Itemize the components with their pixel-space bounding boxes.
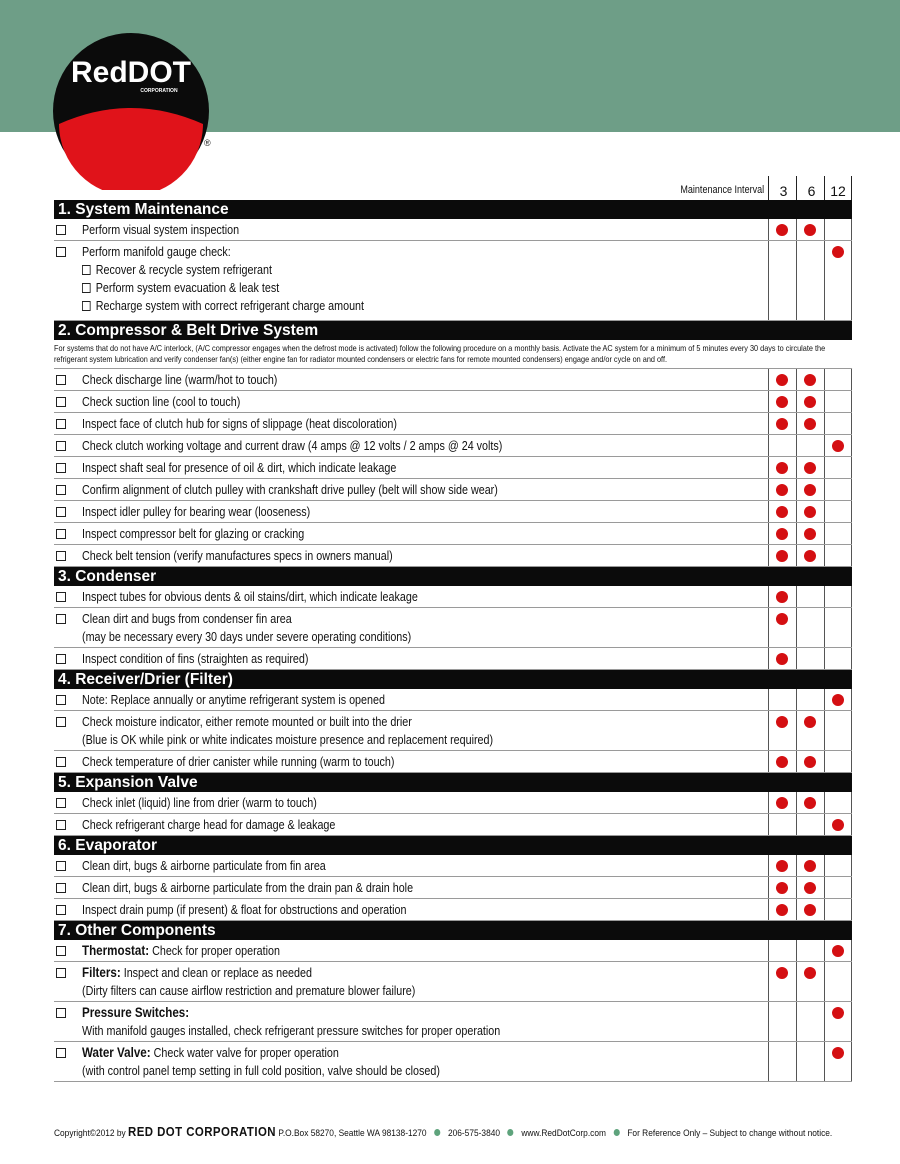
interval-cell xyxy=(824,689,852,710)
interval-cell xyxy=(824,711,852,750)
task-detail: (Blue is OK while pink or white indicates moisture presence and replacement required) xyxy=(82,733,494,747)
interval-cell xyxy=(824,413,852,434)
task-text xyxy=(82,691,667,709)
checkbox-icon[interactable] xyxy=(82,283,91,293)
task-description: Check temperature of drier canister while running (warm to touch) xyxy=(82,755,395,769)
interval-label: Maintenance Interval xyxy=(680,184,764,196)
footer-address: P.O.Box 58270, Seattle WA 98138-1270 xyxy=(278,1128,427,1139)
interval-cell xyxy=(768,369,796,390)
checkbox-icon[interactable] xyxy=(82,265,91,275)
interval-cell xyxy=(796,877,824,898)
task-description: Clean dirt, bugs & airborne particulate from the drain pan & drain hole xyxy=(82,881,414,895)
interval-cell xyxy=(796,545,824,566)
interval-dot-icon xyxy=(776,860,788,872)
task-description: Check refrigerant charge head for damage & leakage xyxy=(82,818,336,832)
checklist-row xyxy=(54,369,852,391)
interval-dot-icon xyxy=(776,904,788,916)
task-label: Thermostat: xyxy=(82,943,150,958)
interval-cell xyxy=(796,501,824,522)
interval-cell xyxy=(796,899,824,920)
interval-dot-icon xyxy=(804,716,816,728)
checklist-row xyxy=(54,523,852,545)
task-text xyxy=(82,547,667,565)
checklist-row xyxy=(54,814,852,836)
interval-dot-icon xyxy=(776,591,788,603)
interval-cell xyxy=(824,877,852,898)
interval-cell xyxy=(824,435,852,456)
interval-dot-icon xyxy=(804,462,816,474)
interval-cell xyxy=(768,648,796,669)
interval-cell xyxy=(796,435,824,456)
interval-dot-icon xyxy=(804,904,816,916)
task-description: Inspect face of clutch hub for signs of slippage (heat discoloration) xyxy=(82,417,397,431)
checklist-row xyxy=(54,751,852,773)
interval-cell xyxy=(824,648,852,669)
interval-cell xyxy=(824,608,852,647)
interval-cell xyxy=(824,899,852,920)
task-text xyxy=(82,610,667,646)
task-text xyxy=(82,393,667,411)
checklist-row xyxy=(54,940,852,962)
interval-cell xyxy=(824,1042,852,1081)
interval-dot-icon xyxy=(776,374,788,386)
task-text xyxy=(82,437,667,455)
interval-cell xyxy=(768,413,796,434)
interval-cell xyxy=(824,545,852,566)
bullet-icon xyxy=(614,1129,620,1136)
checkbox-icon[interactable] xyxy=(56,592,66,602)
checklist-row xyxy=(54,877,852,899)
interval-cell xyxy=(796,391,824,412)
interval-dot-icon xyxy=(804,550,816,562)
task-text xyxy=(82,879,667,897)
interval-dot-icon xyxy=(804,967,816,979)
checkbox-icon[interactable] xyxy=(56,225,66,235)
footer-disclaimer: For Reference Only – Subject to change without notice. xyxy=(627,1128,833,1139)
checklist-row xyxy=(54,435,852,457)
checklist-row xyxy=(54,792,852,814)
task-text xyxy=(82,942,667,960)
checkbox-icon[interactable] xyxy=(56,968,66,978)
interval-cell xyxy=(796,1002,824,1041)
task-text xyxy=(82,371,667,389)
interval-cell xyxy=(768,751,796,772)
task-text xyxy=(82,221,667,239)
interval-cell xyxy=(768,792,796,813)
interval-cell xyxy=(768,219,796,240)
interval-cell xyxy=(824,962,852,1001)
interval-dot-icon xyxy=(804,756,816,768)
task-detail: (with control panel temp setting in full cold position, valve should be closed) xyxy=(82,1064,440,1078)
interval-dot-icon xyxy=(804,797,816,809)
interval-cell xyxy=(824,479,852,500)
checklist-row xyxy=(54,457,852,479)
checkbox-icon[interactable] xyxy=(56,820,66,830)
interval-dot-icon xyxy=(776,797,788,809)
task-text xyxy=(82,415,667,433)
task-description: Perform manifold gauge check: xyxy=(82,245,231,259)
interval-cell xyxy=(796,940,824,961)
task-description: Inspect compressor belt for glazing or cracking xyxy=(82,527,305,541)
interval-cell xyxy=(796,413,824,434)
interval-cell xyxy=(768,711,796,750)
interval-col-6: 6 xyxy=(796,176,826,202)
interval-cell xyxy=(768,877,796,898)
interval-dot-icon xyxy=(776,882,788,894)
task-text xyxy=(82,901,667,919)
checklist-row xyxy=(54,711,852,751)
interval-dot-icon xyxy=(804,860,816,872)
task-description: Check inlet (liquid) line from drier (warm to touch) xyxy=(82,796,317,810)
interval-dot-icon xyxy=(804,224,816,236)
section-note: For systems that do not have A/C interlock, (A/C compressor engages when the defrost mode is activated) follow the following procedure on a monthly basis. Activate the AC system for a minimum of 5 minutes every 30 days to circulate the refrigerant system lubrication and verify condenser fan(s) (either engine fan for radiator mounted condensers or electric fans for remote mounted condensers) engage and/or cycle on and off. xyxy=(54,340,852,369)
task-text xyxy=(82,964,667,1000)
task-text xyxy=(82,857,667,875)
checkbox-icon[interactable] xyxy=(56,485,66,495)
interval-cell xyxy=(824,751,852,772)
interval-cell xyxy=(796,1042,824,1081)
interval-cell xyxy=(824,792,852,813)
interval-dot-icon xyxy=(776,613,788,625)
interval-cell xyxy=(824,855,852,876)
checklist-row xyxy=(54,413,852,435)
interval-cell xyxy=(824,814,852,835)
interval-dot-icon xyxy=(832,246,844,258)
reddot-logo xyxy=(47,32,215,190)
task-description: Check clutch working voltage and current draw (4 amps @ 12 volts / 2 amps @ 24 volts) xyxy=(82,439,503,453)
interval-cell xyxy=(768,241,796,320)
section-heading: 2. Compressor & Belt Drive System xyxy=(54,321,852,340)
interval-dot-icon xyxy=(776,967,788,979)
task-text xyxy=(82,713,667,749)
interval-cell xyxy=(768,899,796,920)
interval-dot-icon xyxy=(776,756,788,768)
task-text xyxy=(82,1004,667,1040)
interval-dot-icon xyxy=(832,819,844,831)
section-heading: 4. Receiver/Drier (Filter) xyxy=(54,670,852,689)
checkbox-icon[interactable] xyxy=(56,441,66,451)
interval-cell xyxy=(824,586,852,607)
checkbox-icon[interactable] xyxy=(56,757,66,767)
checklist-row xyxy=(54,1002,852,1042)
checklist-row xyxy=(54,648,852,670)
interval-cell xyxy=(796,241,824,320)
section-heading: 3. Condenser xyxy=(54,567,852,586)
interval-cell xyxy=(796,523,824,544)
task-description: Note: Replace annually or anytime refrigerant system is opened xyxy=(82,693,385,707)
interval-dot-icon xyxy=(804,396,816,408)
task-description: Check discharge line (warm/hot to touch) xyxy=(82,373,278,387)
sub-task xyxy=(82,279,279,297)
interval-dot-icon xyxy=(804,528,816,540)
interval-dot-icon xyxy=(776,484,788,496)
task-text xyxy=(82,794,667,812)
sub-task xyxy=(82,297,364,315)
bullet-icon xyxy=(434,1129,440,1136)
checkbox-icon[interactable] xyxy=(56,375,66,385)
interval-cell xyxy=(796,219,824,240)
interval-dot-icon xyxy=(832,945,844,957)
footer xyxy=(54,1124,832,1139)
checklist-row xyxy=(54,545,852,567)
section-heading: 7. Other Components xyxy=(54,921,852,940)
interval-cell xyxy=(768,545,796,566)
task-description: Inspect shaft seal for presence of oil & dirt, which indicate leakage xyxy=(82,461,397,475)
checkbox-icon[interactable] xyxy=(56,654,66,664)
section-heading: 6. Evaporator xyxy=(54,836,852,855)
interval-cell xyxy=(824,940,852,961)
checklist-row xyxy=(54,241,852,321)
checkbox-icon[interactable] xyxy=(56,614,66,624)
interval-cell xyxy=(824,523,852,544)
interval-dot-icon xyxy=(804,374,816,386)
logo-subtext: CORPORATION xyxy=(140,88,178,94)
checklist-row xyxy=(54,501,852,523)
task-detail: With manifold gauges installed, check refrigerant pressure switches for proper operation xyxy=(82,1024,501,1038)
task-description: Clean dirt and bugs from condenser fin area xyxy=(82,612,292,626)
checkbox-icon[interactable] xyxy=(56,883,66,893)
task-description: Inspect condition of fins (straighten as required) xyxy=(82,652,309,666)
interval-dot-icon xyxy=(776,506,788,518)
interval-cell xyxy=(796,457,824,478)
interval-dot-icon xyxy=(776,396,788,408)
task-text xyxy=(82,650,667,668)
interval-dot-icon xyxy=(776,418,788,430)
footer-website: www.RedDotCorp.com xyxy=(521,1128,606,1139)
task-label: Filters: xyxy=(82,965,121,980)
interval-cell xyxy=(824,241,852,320)
interval-cell xyxy=(824,391,852,412)
task-description: Check suction line (cool to touch) xyxy=(82,395,241,409)
checkbox-icon[interactable] xyxy=(56,1008,66,1018)
interval-cell xyxy=(796,792,824,813)
checkbox-icon[interactable] xyxy=(56,717,66,727)
task-detail: (may be necessary every 30 days under severe operating conditions) xyxy=(82,630,412,644)
interval-cell xyxy=(796,962,824,1001)
sub-task-text: Recover & recycle system refrigerant xyxy=(95,263,273,277)
task-description: Inspect and clean or replace as needed xyxy=(123,966,312,980)
checkbox-icon[interactable] xyxy=(56,419,66,429)
interval-header xyxy=(54,172,852,202)
interval-cell xyxy=(768,608,796,647)
checkbox-icon[interactable] xyxy=(56,463,66,473)
task-text xyxy=(82,243,667,261)
interval-cell xyxy=(768,689,796,710)
interval-cell xyxy=(796,479,824,500)
checkbox-icon[interactable] xyxy=(56,507,66,517)
interval-cell xyxy=(796,608,824,647)
task-detail: (Dirty filters can cause airflow restriction and premature blower failure) xyxy=(82,984,416,998)
checklist-row xyxy=(54,689,852,711)
checklist-row xyxy=(54,219,852,241)
interval-cell xyxy=(768,435,796,456)
interval-dot-icon xyxy=(804,484,816,496)
interval-cell xyxy=(824,501,852,522)
section-heading: 5. Expansion Valve xyxy=(54,773,852,792)
interval-dot-icon xyxy=(776,716,788,728)
task-description: Check belt tension (verify manufactures specs in owners manual) xyxy=(82,549,393,563)
footer-phone: 206-575-3840 xyxy=(447,1128,501,1139)
interval-cell xyxy=(824,1002,852,1041)
maintenance-checklist xyxy=(54,200,852,1082)
checkbox-icon[interactable] xyxy=(56,861,66,871)
task-description: Check moisture indicator, either remote mounted or built into the drier xyxy=(82,715,412,729)
interval-dot-icon xyxy=(804,418,816,430)
task-text xyxy=(82,588,667,606)
interval-cell xyxy=(768,391,796,412)
interval-cell xyxy=(768,586,796,607)
interval-dot-icon xyxy=(832,440,844,452)
interval-cell xyxy=(768,457,796,478)
task-text xyxy=(82,753,667,771)
footer-company: RED DOT CORPORATION xyxy=(128,1124,276,1139)
task-description: Check for proper operation xyxy=(152,944,280,958)
section-heading: 1. System Maintenance xyxy=(54,200,852,219)
task-text xyxy=(82,1044,667,1080)
registered-mark: ® xyxy=(204,138,211,148)
sub-task-text: Recharge system with correct refrigerant charge amount xyxy=(95,299,365,313)
sub-task xyxy=(82,261,272,279)
footer-copyright: Copyright©2012 by xyxy=(54,1128,126,1139)
interval-dot-icon xyxy=(832,694,844,706)
task-text xyxy=(82,503,667,521)
task-description: Confirm alignment of clutch pulley with crankshaft drive pulley (belt will show side wear) xyxy=(82,483,498,497)
task-text xyxy=(82,459,667,477)
checkbox-icon[interactable] xyxy=(56,946,66,956)
interval-cell xyxy=(796,689,824,710)
task-description: Check water valve for proper operation xyxy=(153,1046,339,1060)
checkbox-icon[interactable] xyxy=(82,301,91,311)
checklist-row xyxy=(54,608,852,648)
interval-cell xyxy=(768,962,796,1001)
interval-cell xyxy=(796,586,824,607)
checkbox-icon[interactable] xyxy=(56,529,66,539)
interval-col-12: 12 xyxy=(824,176,852,202)
checkbox-icon[interactable] xyxy=(56,798,66,808)
interval-cell xyxy=(796,648,824,669)
checklist-row xyxy=(54,586,852,608)
interval-dot-icon xyxy=(776,528,788,540)
checklist-row xyxy=(54,962,852,1002)
interval-cell xyxy=(768,1002,796,1041)
checklist-row xyxy=(54,1042,852,1082)
bullet-icon xyxy=(508,1129,514,1136)
sub-task-text: Perform system evacuation & leak test xyxy=(95,281,280,295)
task-description: Inspect drain pump (if present) & float for obstructions and operation xyxy=(82,903,407,917)
interval-cell xyxy=(768,1042,796,1081)
task-label: Water Valve: xyxy=(82,1045,151,1060)
interval-col-3: 3 xyxy=(768,176,798,202)
checkbox-icon[interactable] xyxy=(56,905,66,915)
interval-dot-icon xyxy=(832,1047,844,1059)
task-description: Clean dirt, bugs & airborne particulate from fin area xyxy=(82,859,326,873)
logo-text: RedDOT xyxy=(71,56,191,89)
interval-cell xyxy=(796,814,824,835)
checklist-row xyxy=(54,391,852,413)
interval-dot-icon xyxy=(776,462,788,474)
interval-cell xyxy=(768,479,796,500)
checkbox-icon[interactable] xyxy=(56,695,66,705)
task-text xyxy=(82,525,667,543)
interval-dot-icon xyxy=(832,1007,844,1019)
interval-cell xyxy=(796,751,824,772)
task-description: Perform visual system inspection xyxy=(82,223,240,237)
checkbox-icon[interactable] xyxy=(56,1048,66,1058)
interval-cell xyxy=(768,501,796,522)
task-description: Inspect idler pulley for bearing wear (looseness) xyxy=(82,505,311,519)
checkbox-icon[interactable] xyxy=(56,551,66,561)
interval-cell xyxy=(768,940,796,961)
checklist-row xyxy=(54,855,852,877)
interval-dot-icon xyxy=(804,506,816,518)
task-description: Inspect tubes for obvious dents & oil stains/dirt, which indicate leakage xyxy=(82,590,418,604)
interval-cell xyxy=(796,855,824,876)
interval-cell xyxy=(824,219,852,240)
interval-cell xyxy=(768,523,796,544)
interval-dot-icon xyxy=(776,550,788,562)
interval-cell xyxy=(796,369,824,390)
task-text xyxy=(82,816,667,834)
interval-cell xyxy=(768,814,796,835)
task-label: Pressure Switches: xyxy=(82,1005,190,1020)
interval-dot-icon xyxy=(804,882,816,894)
interval-dot-icon xyxy=(776,224,788,236)
checkbox-icon[interactable] xyxy=(56,397,66,407)
interval-dot-icon xyxy=(776,653,788,665)
task-text xyxy=(82,481,667,499)
interval-cell xyxy=(824,369,852,390)
checkbox-icon[interactable] xyxy=(56,247,66,257)
interval-cell xyxy=(824,457,852,478)
interval-cell xyxy=(768,855,796,876)
checklist-row xyxy=(54,899,852,921)
checklist-row xyxy=(54,479,852,501)
interval-cell xyxy=(796,711,824,750)
